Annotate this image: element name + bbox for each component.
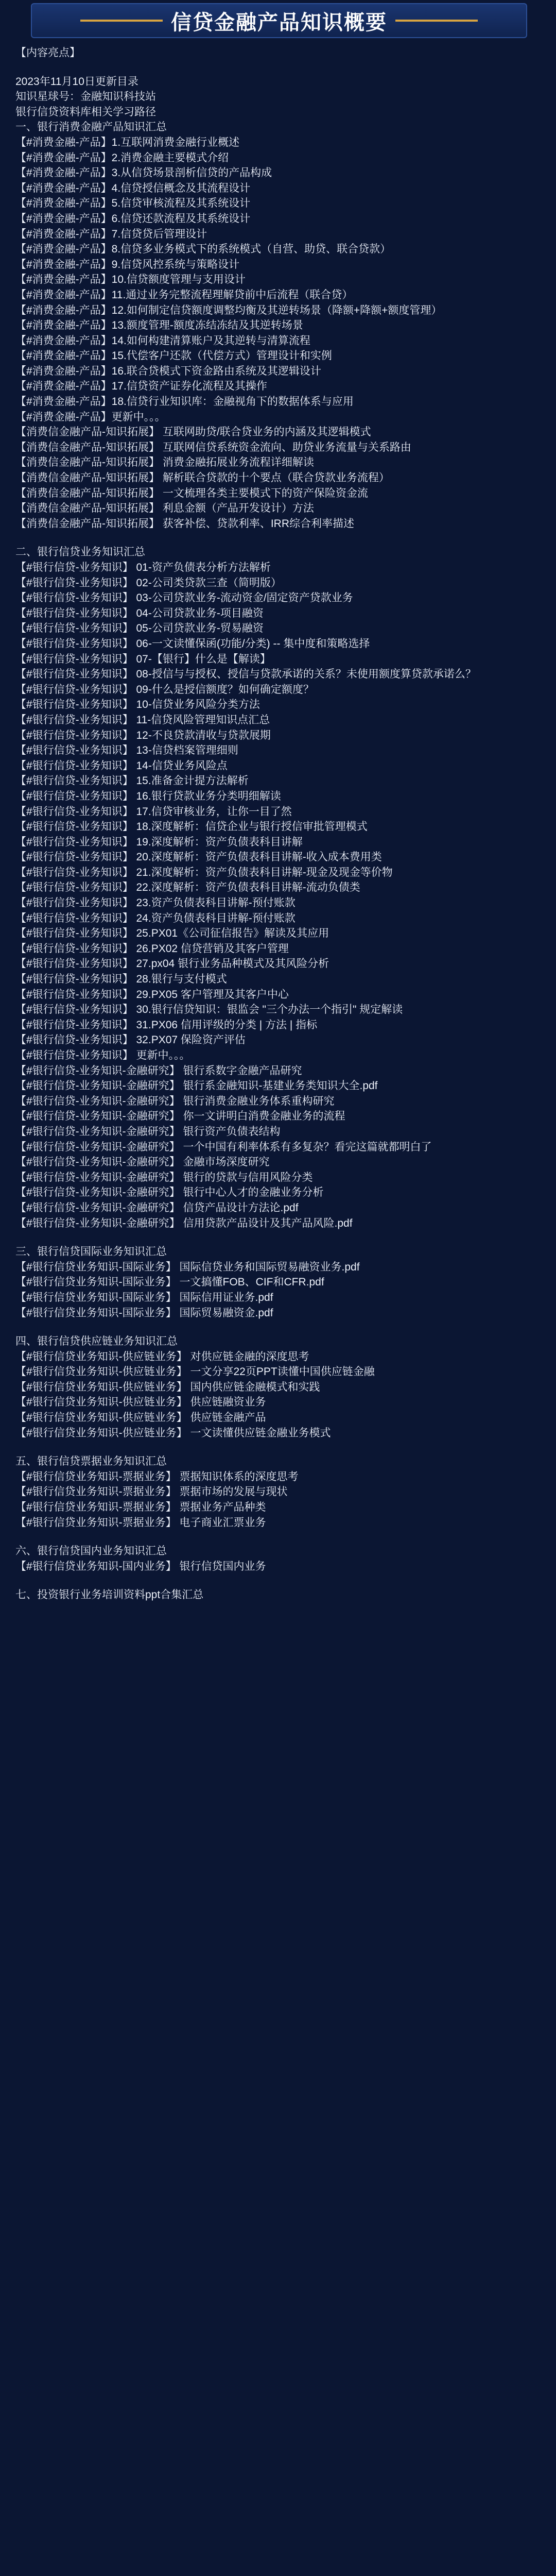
document-line: 【消费信金融产品-知识拓展】 消费金融拓展业务流程详细解读 [15,456,314,469]
document-line: 【#银行信贷业务知识-国际业务】 国际贸易融资金.pdf [15,1307,273,1319]
document-line: 【#银行信贷-业务知识】 32.PX07 保险资产评估 [15,1034,246,1046]
document-line: 【#消费金融-产品】8.信贷多业务模式下的系统模式（自营、助贷、联合贷款） [15,243,391,256]
document-line: 【#消费金融-产品】5.信贷审核流程及其系统设计 [15,197,251,210]
document-line: 【#消费金融-产品】1.互联网消费金融行业概述 [15,136,240,148]
document-line: 【#银行信贷-业务知识】 28.银行与支付模式 [15,973,227,986]
document-line: 【#银行信贷业务知识-票据业务】 电子商业汇票业务 [15,1516,266,1529]
document-line: 六、银行信贷国内业务知识汇总 [15,1545,167,1557]
banner-left-rule [80,20,163,22]
document-line: 【#银行信贷业务知识-票据业务】 票据知识体系的深度思考 [15,1470,299,1483]
document-line: 【#银行信贷业务知识-票据业务】 票据业务产品种类 [15,1501,266,1514]
document-line: 【消费信金融产品-知识拓展】 获客补偿、贷款利率、IRR综合利率描述 [15,517,354,530]
document-line: 【#消费金融-产品】9.信贷风控系统与策略设计 [15,258,240,270]
document-line: 【#消费金融-产品】17.信贷资产证券化流程及其操作 [15,380,267,393]
document-line: 【消费信金融产品-知识拓展】 一文梳理各类主要模式下的资产保险资金流 [15,487,368,499]
document-line: 【#银行信贷-业务知识-金融研究】 银行中心人才的金融业务分析 [15,1187,324,1199]
banner-right-rule [395,20,478,22]
document-line: 银行信贷资料库相关学习路径 [15,106,156,118]
document-line: 【#消费金融-产品】15.代偿客户还款（代偿方式）管理设计和实例 [15,350,332,362]
document-line: 【#消费金融-产品】10.信贷额度管理与支用设计 [15,274,246,286]
document-line: 【#银行信贷-业务知识】 31.PX06 信用评级的分类 | 方法 | 指标 [15,1019,318,1031]
document-line: 【#银行信贷-业务知识】 30.银行信贷知识：银监会 "三个办法一个指引" 规定解读 [15,1004,403,1016]
document-line: 【#银行信贷-业务知识】 02-公司类贷款三查（简明版） [15,577,282,589]
document-line: 【#银行信贷业务知识-供应链业务】 一文读懂供应链金融业务模式 [15,1427,331,1439]
document-line: 【#银行信贷-业务知识】 08-授信与与授权、授信与贷款承诺的关系？未使用额度算贷款承诺么？ [15,668,476,681]
document-line: 【#银行信贷业务知识-供应链业务】 对供应链金融的深度思考 [15,1350,309,1363]
document-line: 【#银行信贷-业务知识】 23.资产负债表科目讲解-预付账款 [15,897,296,909]
document-line: 【#消费金融-产品】12.如何制定信贷额度调整均衡及其逆转场景（降额+降额+额度管理） [15,304,442,316]
page-title: 信贷金融产品知识概要 [171,11,387,34]
document-body [15,45,541,1603]
document-line: 【#银行信贷业务知识-国际业务】 国际信用证业务.pdf [15,1291,273,1303]
document-line: 【#银行信贷业务知识-票据业务】 票据市场的发展与现状 [15,1486,288,1498]
document-line: 一、银行消费金融产品知识汇总 [15,121,167,133]
document-line: 【#消费金融-产品】18.信贷行业知识库：金融视角下的数据体系与应用 [15,396,354,408]
document-line: 【#银行信贷-业务知识】 16.银行贷款业务分类明细解读 [15,790,281,802]
document-line: 三、银行信贷国际业务知识汇总 [15,1246,167,1258]
document-line: 【#银行信贷-业务知识】 06-一文读懂保函(功能/分类) -- 集中度和策略选择 [15,637,370,650]
document-line: 【#银行信贷-业务知识-金融研究】 金融市场深度研究 [15,1156,270,1168]
document-line: 【#银行信贷业务知识-供应链业务】 供应链融资业务 [15,1396,266,1409]
document-line: 【#银行信贷-业务知识】 01-资产负债表分析方法解析 [15,562,271,573]
document-line: 【#银行信贷-业务知识】 26.PX02 信贷营销及其客户管理 [15,942,289,955]
document-line [15,1440,541,1454]
document-line: 【#银行信贷-业务知识】 13-信贷档案管理细则 [15,744,238,757]
document-line: 【#消费金融-产品】2.消费金融主要模式介绍 [15,151,229,164]
document-line: 【#银行信贷-业务知识】 20.深度解析：资产负债表科目讲解-收入成本费用类 [15,851,382,863]
document-line: 【#银行信贷-业务知识】 25.PX01《公司征信报告》解读及其应用 [15,927,329,940]
document-line: 知识星球号：金融知识科技站 [15,91,156,103]
document-line: 【#银行信贷-业务知识】 11-信贷风险管理知识点汇总 [15,714,270,726]
document-line: 【#银行信贷业务知识-国际业务】 一文搞懂FOB、CIF和CFR.pdf [15,1276,324,1289]
document-line: 【消费信金融产品-知识拓展】 互联网信贷系统资金流向、助贷业务流量与关系路由 [15,441,411,453]
document-line: 【#银行信贷-业务知识】 27.px04 银行业务品种模式及其风险分析 [15,958,329,970]
document-line: 【#银行信贷业务知识-国际业务】 国际信贷业务和国际贸易融资业务.pdf [15,1261,360,1273]
document-line: 【消费信金融产品-知识拓展】 利息金额（产品开发设计）方法 [15,502,314,515]
document-line: 【#银行信贷-业务知识】 19.深度解析：资产负债表科目讲解 [15,836,303,848]
document-line: 【#银行信贷-业务知识-金融研究】 银行资产负债表结构 [15,1125,281,1138]
document-line: 【#消费金融-产品】3.从信贷场景剖析信贷的产品构成 [15,167,272,179]
document-line: 二、银行信贷业务知识汇总 [15,546,145,558]
document-line: 【#消费金融-产品】14.如何构建清算账户及其逆转与清算流程 [15,334,310,347]
document-line: 【#银行信贷-业务知识】 22.深度解析：资产负债表科目讲解-流动负债类 [15,882,360,894]
document-line: 四、银行信贷供应链业务知识汇总 [15,1335,178,1348]
document-line: 【#银行信贷-业务知识】 05-公司贷款业务-贸易融资 [15,622,264,635]
document-line: 【#银行信贷-业务知识-金融研究】 一个中国有利率体系有多复杂？看完这篇就都明白了 [15,1141,432,1153]
document-line: 【#银行信贷-业务知识】 04-公司贷款业务-项目融资 [15,607,264,619]
document-line: 【#银行信贷-业务知识】 29.PX05 客户管理及其客户中心 [15,988,289,1001]
document-line: 【#消费金融-产品】6.信贷还款流程及其系统设计 [15,212,251,225]
document-line: 五、银行信贷票据业务知识汇总 [15,1455,167,1468]
document-line: 【#银行信贷-业务知识】 17.信贷审核业务，让你一目了然 [15,805,292,818]
title-banner [31,3,527,38]
document-line: 2023年11月10日更新目录 [15,75,138,88]
document-line: 【#消费金融-产品】4.信贷授信概念及其流程设计 [15,182,251,194]
document-line: 【#消费金融-产品】7.信贷贷后管理设计 [15,228,207,240]
document-line [15,531,541,545]
document-line: 【#银行信贷-业务知识-金融研究】 银行的贷款与信用风险分类 [15,1171,313,1183]
document-line: 【#消费金融-产品】更新中。。。 [15,411,166,423]
document-line: 【#银行信贷-业务知识-金融研究】 银行系金融知识-基建业务类知识大全.pdf [15,1080,378,1092]
document-line [15,1574,541,1587]
document-line: 【#银行信贷-业务知识-金融研究】 信用贷款产品设计及其产品风险.pdf [15,1217,353,1229]
document-line: 【#银行信贷-业务知识】 03-公司贷款业务-流动资金/固定资产贷款业务 [15,592,353,604]
document-line [15,1231,541,1244]
document-line: 【消费信金融产品-知识拓展】 互联网助贷/联合贷业务的内涵及其逻辑模式 [15,426,371,438]
document-line: 【消费信金融产品-知识拓展】 解析联合贷款的十个要点（联合贷款业务流程） [15,472,390,484]
document-line: 【#银行信贷-业务知识】 24.资产负债表科目讲解-预付账款 [15,912,296,924]
document-line: 【#银行信贷业务知识-供应链业务】 供应链金融产品 [15,1412,266,1424]
document-line: 【#银行信贷-业务知识】 18.深度解析：信贷企业与银行授信审批管理模式 [15,821,368,833]
document-line: 【#银行信贷-业务知识】 12-不良贷款清收与贷款展期 [15,729,271,741]
document-line: 【#银行信贷-业务知识】 10-信贷业务风险分类方法 [15,699,260,711]
document-line: 【#银行信贷-业务知识-金融研究】 信贷产品设计方法论.pdf [15,1201,299,1214]
document-line [15,1320,541,1334]
document-line: 七、投资银行业务培训资料ppt合集汇总 [15,1589,204,1601]
document-line: 【#银行信贷-业务知识】 21.深度解析：资产负债表科目讲解-现金及现金等价物 [15,866,393,878]
document-line: 【#银行信贷业务知识-供应链业务】 一文分享22页PPT读懂中国供应链金融 [15,1366,375,1378]
document-line: 【内容亮点】 [15,47,80,59]
document-line: 【#银行信贷-业务知识-金融研究】 你一文讲明白消费金融业务的流程 [15,1110,345,1123]
document-line: 【#消费金融-产品】16.联合贷模式下资金路由系统及其逻辑设计 [15,365,321,377]
document-line: 【#消费金融-产品】11.通过业务完整流程理解贷前中后流程（联合贷） [15,289,353,301]
document-line [15,61,541,74]
document-line: 【#银行信贷-业务知识】 07-【银行】什么是【解读】 [15,653,271,665]
document-line: 【#银行信贷业务知识-供应链业务】 国内供应链金融模式和实践 [15,1381,320,1393]
document-line: 【#银行信贷业务知识-国内业务】 银行信贷国内业务 [15,1560,266,1572]
document-line: 【#银行信贷-业务知识】 09-什么是授信额度？如何确定额度？ [15,683,314,696]
document-line: 【#银行信贷-业务知识】 15.准备金计提方法解析 [15,775,249,787]
document-line [15,1530,541,1544]
document-line: 【#消费金融-产品】13.额度管理-额度冻结冻结及其逆转场景 [15,319,303,332]
document-line: 【#银行信贷-业务知识】 更新中。。。 [15,1049,190,1061]
document-line: 【#银行信贷-业务知识-金融研究】 银行消费金融业务体系重构研究 [15,1095,335,1107]
document-line: 【#银行信贷-业务知识】 14-信贷业务风险点 [15,759,228,772]
document-line: 【#银行信贷-业务知识-金融研究】 银行系数字金融产品研究 [15,1064,302,1077]
